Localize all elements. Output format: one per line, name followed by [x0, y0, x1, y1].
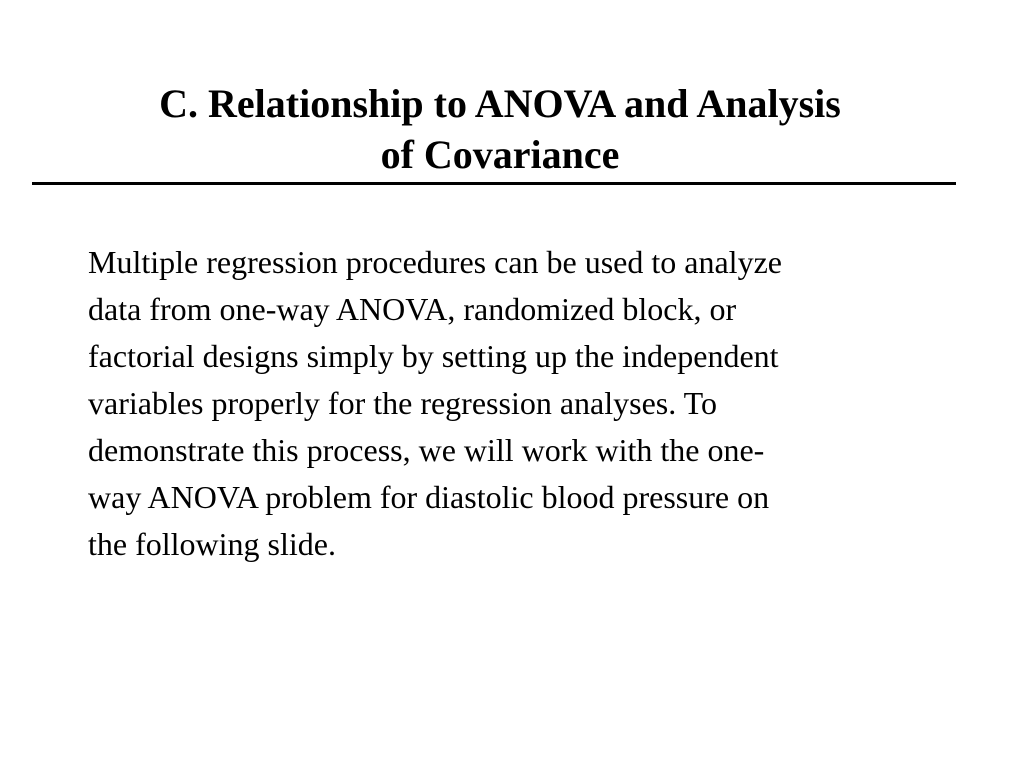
slide-body-paragraph: [88, 239, 968, 568]
slide-title-line: of Covariance: [380, 132, 620, 177]
body-line: factorial designs simply by setting up the independent: [88, 338, 779, 374]
body-line: way ANOVA problem for diastolic blood pressure on: [88, 479, 770, 515]
body-line: demonstrate this process, we will work with the one-: [88, 432, 765, 468]
title-divider: [32, 182, 956, 185]
body-line: Multiple regression procedures can be used to analyze: [88, 244, 782, 280]
body-line: the following slide.: [88, 526, 336, 562]
slide-title-line: C. Relationship to ANOVA and Analysis: [159, 81, 841, 126]
body-line: variables properly for the regression analyses. To: [88, 385, 717, 421]
body-line: data from one-way ANOVA, randomized block, or: [88, 291, 737, 327]
slide-title: [60, 78, 940, 180]
